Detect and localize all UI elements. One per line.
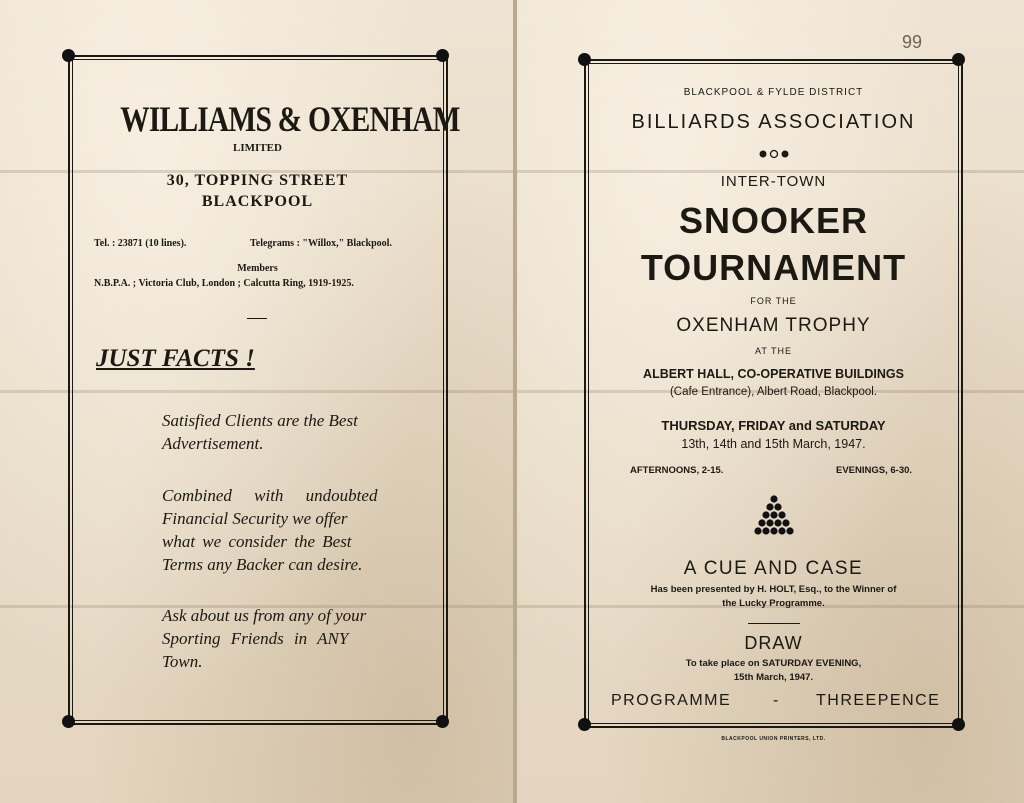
venue-line-1: ALBERT HALL, CO-OPERATIVE BUILDINGS: [643, 367, 904, 381]
draw-title: DRAW: [744, 633, 803, 653]
ornament-dots-icon: [757, 146, 791, 156]
draw-note-line-1: To take place on SATURDAY EVENING,: [685, 658, 862, 669]
prize-note-line-2: the Lucky Programme.: [722, 598, 825, 609]
trophy-name: OXENHAM TROPHY: [676, 315, 871, 336]
corner-dot: [436, 715, 449, 728]
firm-name: WILLIAMS & OXENHAM: [120, 99, 460, 139]
corner-dot: [578, 53, 591, 66]
venue-line-2: (Cafe Entrance), Albert Road, Blackpool.: [669, 386, 878, 398]
programme-cover: [597, 0, 950, 803]
para-3-line-1: Ask about us from any of your: [162, 606, 367, 625]
programme-label: PROGRAMME: [611, 692, 732, 709]
firm-suffix: LIMITED: [233, 142, 282, 154]
para-1-line-1: Satisfied Clients are the Best: [162, 411, 358, 430]
tournament-days: THURSDAY, FRIDAY and SATURDAY: [661, 418, 886, 433]
prize-title: A CUE AND CASE: [683, 558, 864, 579]
just-facts-heading: JUST FACTS !: [96, 345, 255, 372]
title-tournament: TOURNAMENT: [640, 247, 907, 288]
evening-sessions: EVENINGS, 6-30.: [836, 465, 913, 476]
address-town: BLACKPOOL: [201, 193, 314, 210]
right-page: [517, 0, 1024, 803]
corner-dot: [952, 53, 965, 66]
para-2-line-4: Terms any Backer can desire.: [162, 555, 363, 574]
corner-dot: [436, 49, 449, 62]
para-3-line-2: Sporting Friends in ANY: [162, 629, 349, 648]
telephone: Tel. : 23871 (10 lines).: [94, 238, 187, 249]
printer-credit: BLACKPOOL UNION PRINTERS, LTD.: [721, 736, 826, 742]
para-1-line-2: Advertisement.: [162, 434, 264, 453]
corner-dot: [578, 718, 591, 731]
para-2-line-1: Combined with undoubted: [162, 486, 378, 505]
divider-rule: [748, 623, 800, 624]
programme-price: THREEPENCE: [816, 692, 941, 709]
para-2-line-3: what we consider the Best: [162, 532, 352, 551]
inter-town: INTER-TOWN: [720, 173, 827, 190]
tournament-dates: 13th, 14th and 15th March, 1947.: [681, 437, 866, 451]
address-street: 30, TOPPING STREET: [166, 172, 349, 189]
corner-dot: [62, 715, 75, 728]
para-3-line-3: Town.: [162, 652, 203, 671]
district-line: BLACKPOOL & FYLDE DISTRICT: [683, 87, 864, 98]
corner-dot: [62, 49, 75, 62]
programme-dash: -: [773, 692, 779, 709]
para-2-line-2: Financial Security we offer: [162, 509, 348, 528]
members-label: Members: [237, 263, 278, 274]
telegrams: Telegrams : "Willox," Blackpool.: [250, 238, 392, 249]
at-the: AT THE: [754, 346, 792, 356]
title-snooker: SNOOKER: [678, 200, 869, 241]
snooker-balls-triangle-icon: [752, 495, 796, 537]
members-list: N.B.P.A. ; Victoria Club, London ; Calcutta Ring, 1919-1925.: [94, 278, 354, 289]
afternoon-sessions: AFTERNOONS, 2-15.: [630, 465, 724, 476]
draw-note-line-2: 15th March, 1947.: [733, 672, 814, 683]
corner-dot: [952, 718, 965, 731]
prize-note-line-1: Has been presented by H. HOLT, Esq., to the Winner of: [650, 584, 897, 595]
page-number: 99: [902, 32, 923, 52]
short-rule: [247, 318, 267, 319]
association-name: BILLIARDS ASSOCIATION: [631, 111, 916, 133]
for-the: FOR THE: [750, 296, 797, 306]
